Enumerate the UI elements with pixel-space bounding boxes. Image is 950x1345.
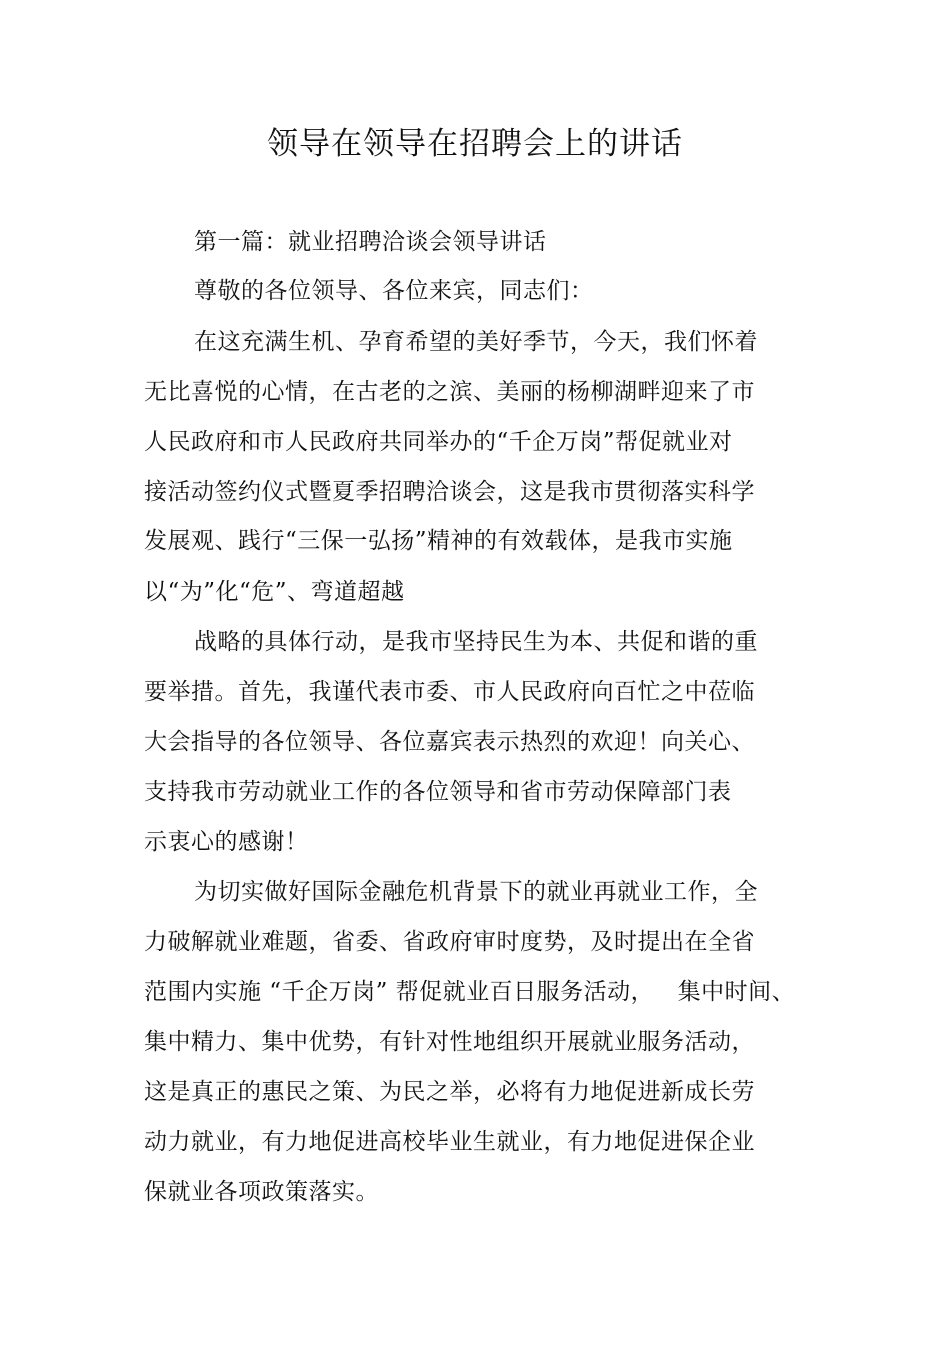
text-line: 动力就业，有力地促进高校毕业生就业，有力地促进保企业 <box>144 1129 755 1155</box>
text-line: 接活动签约仪式暨夏季招聘洽谈会，这是我市贯彻落实科学 <box>144 479 755 505</box>
text-line: 在这充满生机、孕育希望的美好季节，今天，我们怀着 <box>194 329 758 355</box>
text-line: 支持我市劳动就业工作的各位领导和省市劳动保障部门表 <box>144 779 732 805</box>
text-line: 尊敬的各位领导、各位来宾，同志们： <box>194 278 594 304</box>
text-line: 范围内实施 “千企万岗” 帮促就业百日服务活动， 集中时间、 <box>144 979 796 1005</box>
text-line: 以“为”化“危”、弯道超越 <box>144 579 405 605</box>
text-line: 力破解就业难题，省委、省政府审时度势，及时提出在全省 <box>144 929 755 955</box>
document-title: 领导在领导在招聘会上的讲话 <box>267 126 683 162</box>
text-line: 战略的具体行动，是我市坚持民生为本、共促和谐的重 <box>194 629 758 655</box>
text-line: 大会指导的各位领导、各位嘉宾表示热烈的欢迎！向关心、 <box>144 729 755 755</box>
text-line: 这是真正的惠民之策、为民之举，必将有力地促进新成长劳 <box>144 1079 755 1105</box>
text-line: 人民政府和市人民政府共同举办的“千企万岗”帮促就业对 <box>144 429 733 455</box>
text-line: 为切实做好国际金融危机背景下的就业再就业工作，全 <box>194 879 758 905</box>
text-line: 第一篇：就业招聘洽谈会领导讲话 <box>194 229 547 255</box>
text-line: 无比喜悦的心情，在古老的之滨、美丽的杨柳湖畔迎来了市 <box>144 379 755 405</box>
text-line: 示衷心的感谢！ <box>144 829 309 855</box>
text-line: 保就业各项政策落实。 <box>144 1179 379 1205</box>
text-line: 要举措。首先，我谨代表市委、市人民政府向百忙之中莅临 <box>144 679 755 705</box>
text-line: 发展观、践行“三保一弘扬”精神的有效载体，是我市实施 <box>144 528 733 554</box>
text-line: 集中精力、集中优势，有针对性地组织开展就业服务活动， <box>144 1029 755 1055</box>
